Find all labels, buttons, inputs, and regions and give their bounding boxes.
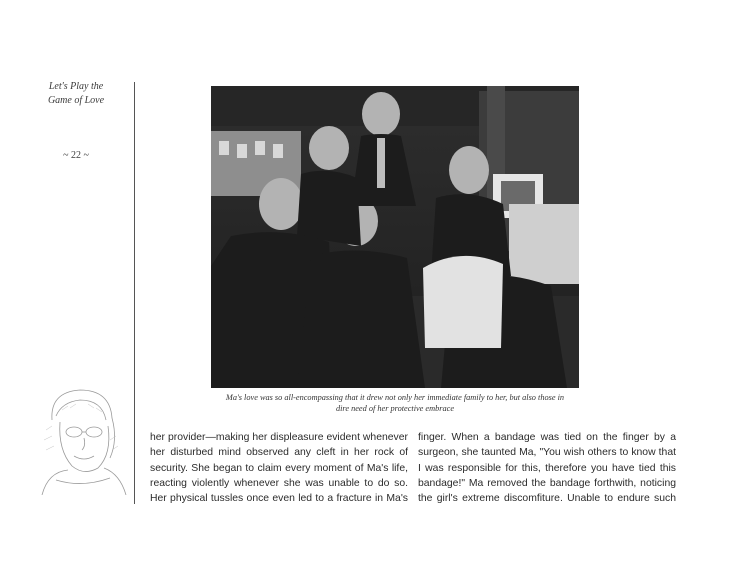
running-title-line-1: Let's Play the (48, 81, 104, 92)
body-line: her provider—making her displeasure evident whenever (150, 432, 408, 443)
body-line: reacting violently whenever she was unable to do so. (150, 477, 408, 489)
body-line: surgeon, she taunted Ma, "You wish others to know that (418, 447, 676, 459)
caption-line-1: Ma's love was so all-encompassing that it drew not only her immediate family to her, but also those in (225, 393, 565, 402)
body-line: her disturbed mind observed any cleft in her rock of (150, 447, 408, 459)
body-line: finger. When a bandage was tied on the finger by a (418, 432, 676, 443)
family-photo (211, 86, 579, 388)
body-line: I was responsible for this, therefore you have tied this (418, 462, 676, 474)
running-title (30, 80, 122, 108)
caption-line-2: dire need of her protective embrace (335, 404, 455, 413)
running-title-line-2: Game of Love (47, 95, 105, 106)
body-line: the girl's extreme discomfiture. Unable to endure such (418, 493, 676, 505)
family-photo-image (211, 86, 579, 388)
photo-caption (211, 392, 579, 414)
page-number: ~ 22 ~ (63, 150, 89, 161)
margin-rule (134, 82, 135, 504)
body-line: security. She began to claim every moment of Ma's life, (150, 462, 408, 474)
portrait-sketch (22, 380, 132, 495)
body-column-right (418, 430, 676, 506)
body-line: Her physical tussles once even led to a fracture in Ma's (150, 493, 408, 505)
body-column-left (150, 430, 408, 506)
body-line: bandage!" Ma removed the bandage forthwith, noticing (418, 477, 676, 489)
